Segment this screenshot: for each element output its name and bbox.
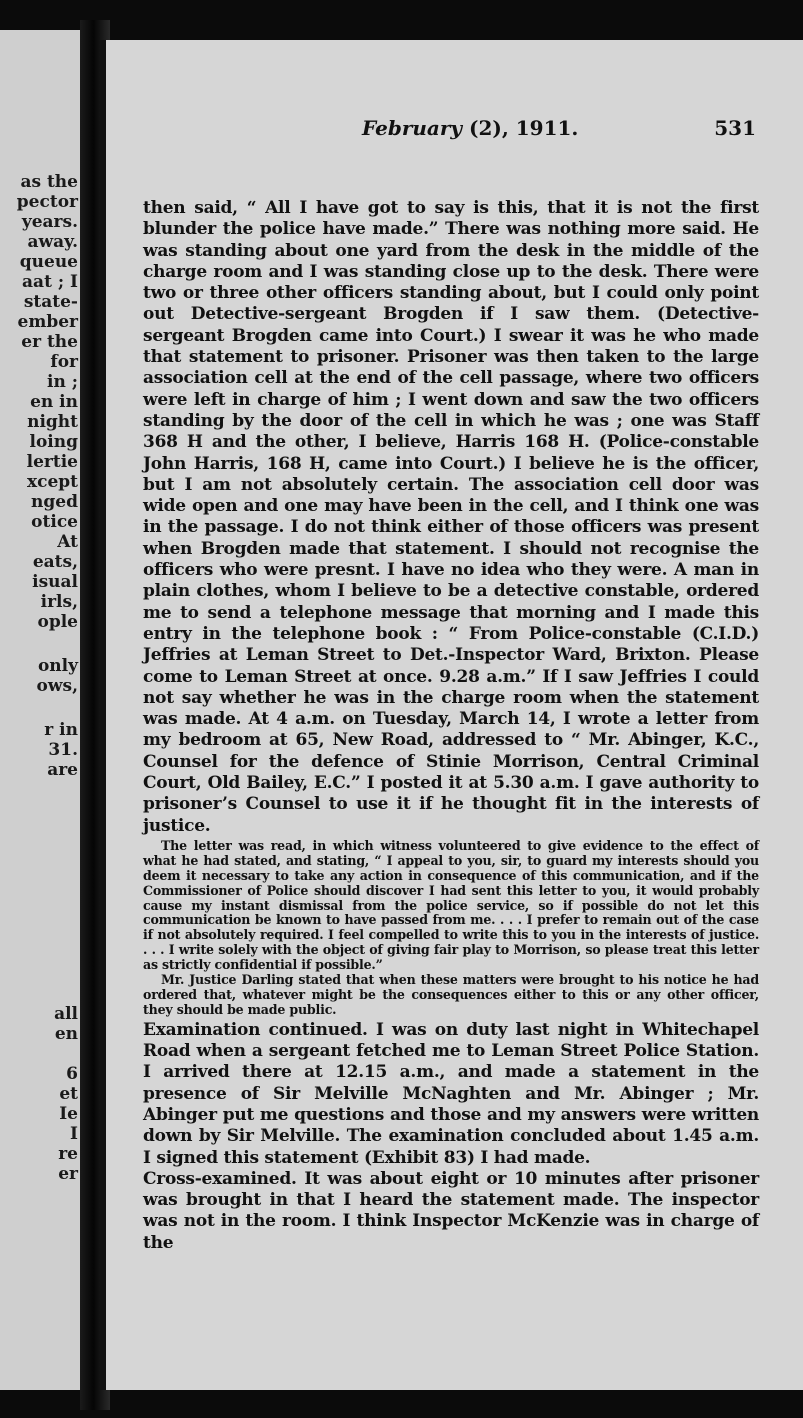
date-month: February [362, 116, 463, 140]
page-number: 531 [714, 116, 756, 140]
left-page-fragment: in ; [46, 372, 78, 392]
left-page-fragment: At [57, 532, 78, 552]
left-page-fragment: irls, [40, 592, 78, 612]
left-page-fragment: re [58, 1144, 78, 1164]
left-page-fragment: Ie [59, 1104, 78, 1124]
paragraph-examination: Examination continued. I was on duty last night in Whitechapel Road when a sergeant fetched me to Leman Street Police Station. I arrived there at 12.15 a.m., and made a statement in the presence of Sir Melville McNaghten and Mr. Abinger ; Mr. Abinger put me questions and those and my answers were written down by Sir Melville. The examination concluded about 1.45 a.m. I signed this statement (Exhibit 83) I had made. [143, 1019, 759, 1168]
left-page-fragment: away. [27, 232, 78, 252]
left-page-fragment: nged [31, 492, 78, 512]
left-page-fragment: eats, [32, 552, 78, 572]
left-page-edge [0, 30, 82, 1390]
body-text [143, 198, 759, 1254]
left-page-fragment: et [59, 1084, 78, 1104]
paragraph-cross-examined: Cross-examined. It was about eight or 10 minutes after prisoner was brought in that I heard the statement made. The inspector was not in the room. I think Inspector McKenzie was in charge of the [143, 1168, 759, 1253]
left-page-fragment: er the [21, 332, 78, 352]
left-page-fragment: night [27, 412, 78, 432]
left-page-fragment: ople [37, 612, 78, 632]
left-page-fragment: 31. [48, 740, 78, 760]
paragraph-testimony: then said, “ All I have got to say is this, that it is not the first blunder the police have made.” There was nothing more said. He was standing about one yard from the desk in the middle of the charge room and I was standing close up to the desk. There were two or three other officers standing about, but I could only point out Detective-sergeant Brogden if I saw them. (Detective-sergeant Brogden came into Court.) I swear it was he who made that statement to prisoner. Prisoner was then taken to the large association cell at the end of the cell passage, where two officers were left in charge of him ; I went down and saw the two officers standing by the door of the cell in which he was ; one was Staff 368 H and the other, I believe, Harris 168 H. (Police-constable John Harris, 168 H, came into Court.) I believe he is the officer, but I am not absolutely certain. The association cell door was wide open and one may have been in the cell, and I think one was in the passage. I do not think either of those officers was present when Brogden made that statement. I should not recognise the officers who were presnt. I have no idea who they were. A man in plain clothes, whom I believe to be a detective constable, ordered me to send a telephone message that morning and I made this entry in the telephone book : “ From Police-constable (C.I.D.) Jeffries at Leman Street to Det.-Inspector Ward, Brixton. Please come to Leman Street at once. 9.28 a.m.” If I saw Jeffries I could not say whether he was in the charge room when the statement was made. At 4 a.m. on Tuesday, March 14, I wrote a letter from my bedroom at 65, New Road, addressed to “ Mr. Abinger, K.C., Counsel for the defence of Stinie Morrison, Central Criminal Court, Old Bailey, E.C.” I posted it at 5.30 a.m. I gave authority to prisoner’s Counsel to use it if he thought fit in the interests of justice. [143, 198, 759, 836]
left-page-fragment: queue [19, 252, 78, 272]
left-page-fragment: are [47, 760, 78, 780]
running-head [100, 116, 800, 146]
left-page-fragment: all [54, 1004, 78, 1024]
left-page-fragment: en in [30, 392, 78, 412]
left-page-fragment: 6 [66, 1064, 78, 1084]
left-page-fragment: aat ; I [22, 272, 78, 292]
left-page-fragment: en [54, 1024, 78, 1044]
left-page-fragment: years. [21, 212, 78, 232]
paragraph-justice-darling: Mr. Justice Darling stated that when these matters were brought to his notice he had ordered that, whatever might be the consequences either to this or any other officer, they should be made public. [143, 972, 759, 1017]
left-page-fragment: state- [23, 292, 78, 312]
left-page-fragment: ows, [36, 676, 78, 696]
left-page-fragment: for [50, 352, 78, 372]
left-page-fragment: isual [32, 572, 78, 592]
date-rest: (2), 1911. [462, 116, 579, 140]
left-page-fragment: pector [16, 192, 78, 212]
left-page-fragment: otice [31, 512, 78, 532]
left-page-fragment: er [58, 1164, 78, 1184]
left-page-fragment: as the [20, 172, 78, 192]
left-page-fragment: lertie [26, 452, 78, 472]
page-date [362, 116, 578, 140]
left-page-fragment: I [70, 1124, 78, 1144]
left-page-fragment: r in [44, 720, 78, 740]
left-page-fragment: xcept [26, 472, 78, 492]
left-page-fragment: only [37, 656, 78, 676]
left-page-fragment: ember [17, 312, 78, 332]
paragraph-letter: The letter was read, in which witness volunteered to give evidence to the effect of what he had stated, and stating, “ I appeal to you, sir, to guard my interests should you deem it necessary to take any action in consequence of this communication, and if the Commissioner of Police should discover I had sent this letter to you, it would probably cause my instant dismissal from the police service, so if possible do not let this communication be known to have passed from me. . . . I prefer to remain out of the case if not absolutely required. I feel compelled to write this to you in the interests of justice. . . . I write solely with the object of giving fair play to Morrison, so please treat this letter as strictly confidential if possible.” [143, 837, 759, 973]
left-page-fragment: loing [29, 432, 78, 452]
